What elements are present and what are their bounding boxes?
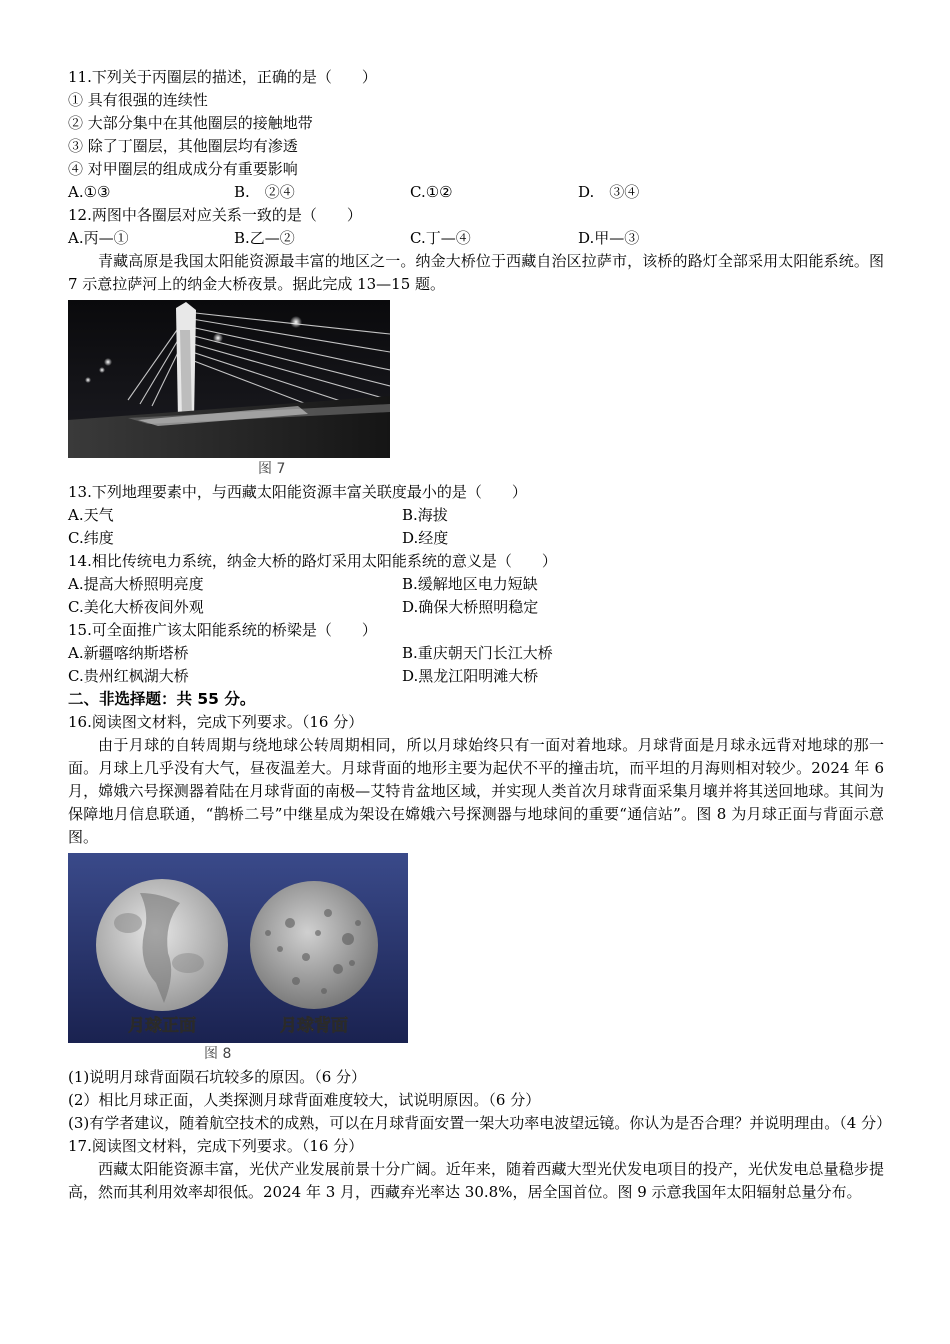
- q16-sub-1: (1)说明月球背面陨石坑较多的原因。（6 分）: [68, 1068, 367, 1086]
- q11-options: [68, 181, 884, 204]
- q14-stem: 14.相比传统电力系统，纳金大桥的路灯采用太阳能系统的意义是（ ）: [68, 552, 557, 570]
- moon-back-label: 月球背面: [280, 1016, 348, 1036]
- q17-material: 西藏太阳能资源丰富，光伏产业发展前景十分广阔。近年来，随着西藏大型光伏发电项目的投产，光伏发电总量稳步提高，然而其利用效率却很低。2024 年 3 月，西藏弃光率达 30.8%，居全国首位。图 9 示意我国年太阳辐射总量分布。: [68, 1160, 884, 1201]
- q13-option-a: A.天气: [68, 506, 114, 524]
- figure-8: [68, 853, 884, 1066]
- q11-option-c: C.①②: [410, 183, 453, 201]
- q13-options-row2: [68, 527, 884, 550]
- bridge-night-photo: [68, 300, 390, 458]
- q13-option-c: C.纬度: [68, 529, 114, 547]
- q15-stem: 15.可全面推广该太阳能系统的桥梁是（ ）: [68, 621, 377, 639]
- q12-options: [68, 227, 884, 250]
- figure-8-caption: 图 8: [204, 1046, 232, 1062]
- q11-statement-4: ④ 对甲圈层的组成成分有重要影响: [68, 160, 298, 178]
- q15-options-row2: [68, 665, 884, 688]
- q12-option-a: A.丙—①: [68, 229, 129, 247]
- q14-option-d: D.确保大桥照明稳定: [402, 598, 539, 616]
- section-2-heading: 二、非选择题：共 55 分。: [68, 690, 256, 708]
- q11-statement-2: ② 大部分集中在其他圈层的接触地带: [68, 114, 313, 132]
- q11-statement-3: ③ 除了丁圈层，其他圈层均有渗透: [68, 137, 298, 155]
- material-13-15: 青藏高原是我国太阳能资源最丰富的地区之一。纳金大桥位于西藏自治区拉萨市，该桥的路灯全部采用太阳能系统。图 7 示意拉萨河上的纳金大桥夜景。据此完成 13—15 题。: [68, 252, 884, 293]
- q16-sub-2: (2）相比月球正面，人类探测月球背面难度较大，试说明原因。（6 分）: [68, 1091, 541, 1109]
- q17-stem: 17.阅读图文材料，完成下列要求。（16 分）: [68, 1137, 364, 1155]
- exam-page: [68, 66, 892, 1204]
- q14-option-b: B.缓解地区电力短缺: [402, 575, 538, 593]
- q13-option-d: D.经度: [402, 529, 449, 547]
- q14-option-a: A.提高大桥照明亮度: [68, 575, 204, 593]
- q14-options-row1: [68, 573, 884, 596]
- q12-option-d: D.甲—③: [578, 229, 640, 247]
- q11-stem: 11.下列关于丙圈层的描述，正确的是（ ）: [68, 68, 377, 86]
- q15-option-d: D.黑龙江阳明滩大桥: [402, 667, 539, 685]
- q13-option-b: B.海拔: [402, 506, 448, 524]
- q14-option-c: C.美化大桥夜间外观: [68, 598, 204, 616]
- figure-7-caption: 图 7: [258, 461, 286, 477]
- q13-options-row1: [68, 504, 884, 527]
- q15-option-a: A.新疆喀纳斯塔桥: [68, 644, 189, 662]
- q11-option-a: A.①③: [68, 183, 111, 201]
- q16-material: 由于月球的自转周期与绕地球公转周期相同，所以月球始终只有一面对着地球。月球背面是月球永远背对地球的那一面。月球上几乎没有大气，昼夜温差大。月球背面的地形主要为起伏不平的撞击坑，而平坦的月海则相对较少。2024 年 6 月，嫦娥六号探测器着陆在月球背面的南极—艾特肯盆地区域，并实现人类首次月球背面采集月壤并将其送回地球。其间为保障地月信息联通，“鹊桥二号”中继星成为架设在嫦娥六号探测器与地球间的重要“通信站”。图 8 为月球正面与背面示意图。: [68, 736, 884, 846]
- figure-7: [68, 300, 884, 481]
- moon-front-label: 月球正面: [128, 1016, 196, 1036]
- moon-sides-image: [68, 853, 408, 1043]
- q14-options-row2: [68, 596, 884, 619]
- q11-option-d: D. ③④: [578, 183, 640, 201]
- q15-option-b: B.重庆朝天门长江大桥: [402, 644, 553, 662]
- q16-sub-3: (3)有学者建议，随着航空技术的成熟，可以在月球背面安置一架大功率电波望远镜。你认为是否合理？并说明理由。（4 分）: [68, 1114, 892, 1132]
- q15-options-row1: [68, 642, 884, 665]
- q11-statement-1: ① 具有很强的连续性: [68, 91, 208, 109]
- q12-option-b: B.乙—②: [234, 229, 295, 247]
- q16-stem: 16.阅读图文材料，完成下列要求。（16 分）: [68, 713, 364, 731]
- q13-stem: 13.下列地理要素中，与西藏太阳能资源丰富关联度最小的是（ ）: [68, 483, 527, 501]
- q11-option-b: B. ②④: [234, 183, 295, 201]
- q15-option-c: C.贵州红枫湖大桥: [68, 667, 189, 685]
- q12-option-c: C.丁—④: [410, 229, 471, 247]
- q12-stem: 12.两图中各圈层对应关系一致的是（ ）: [68, 206, 362, 224]
